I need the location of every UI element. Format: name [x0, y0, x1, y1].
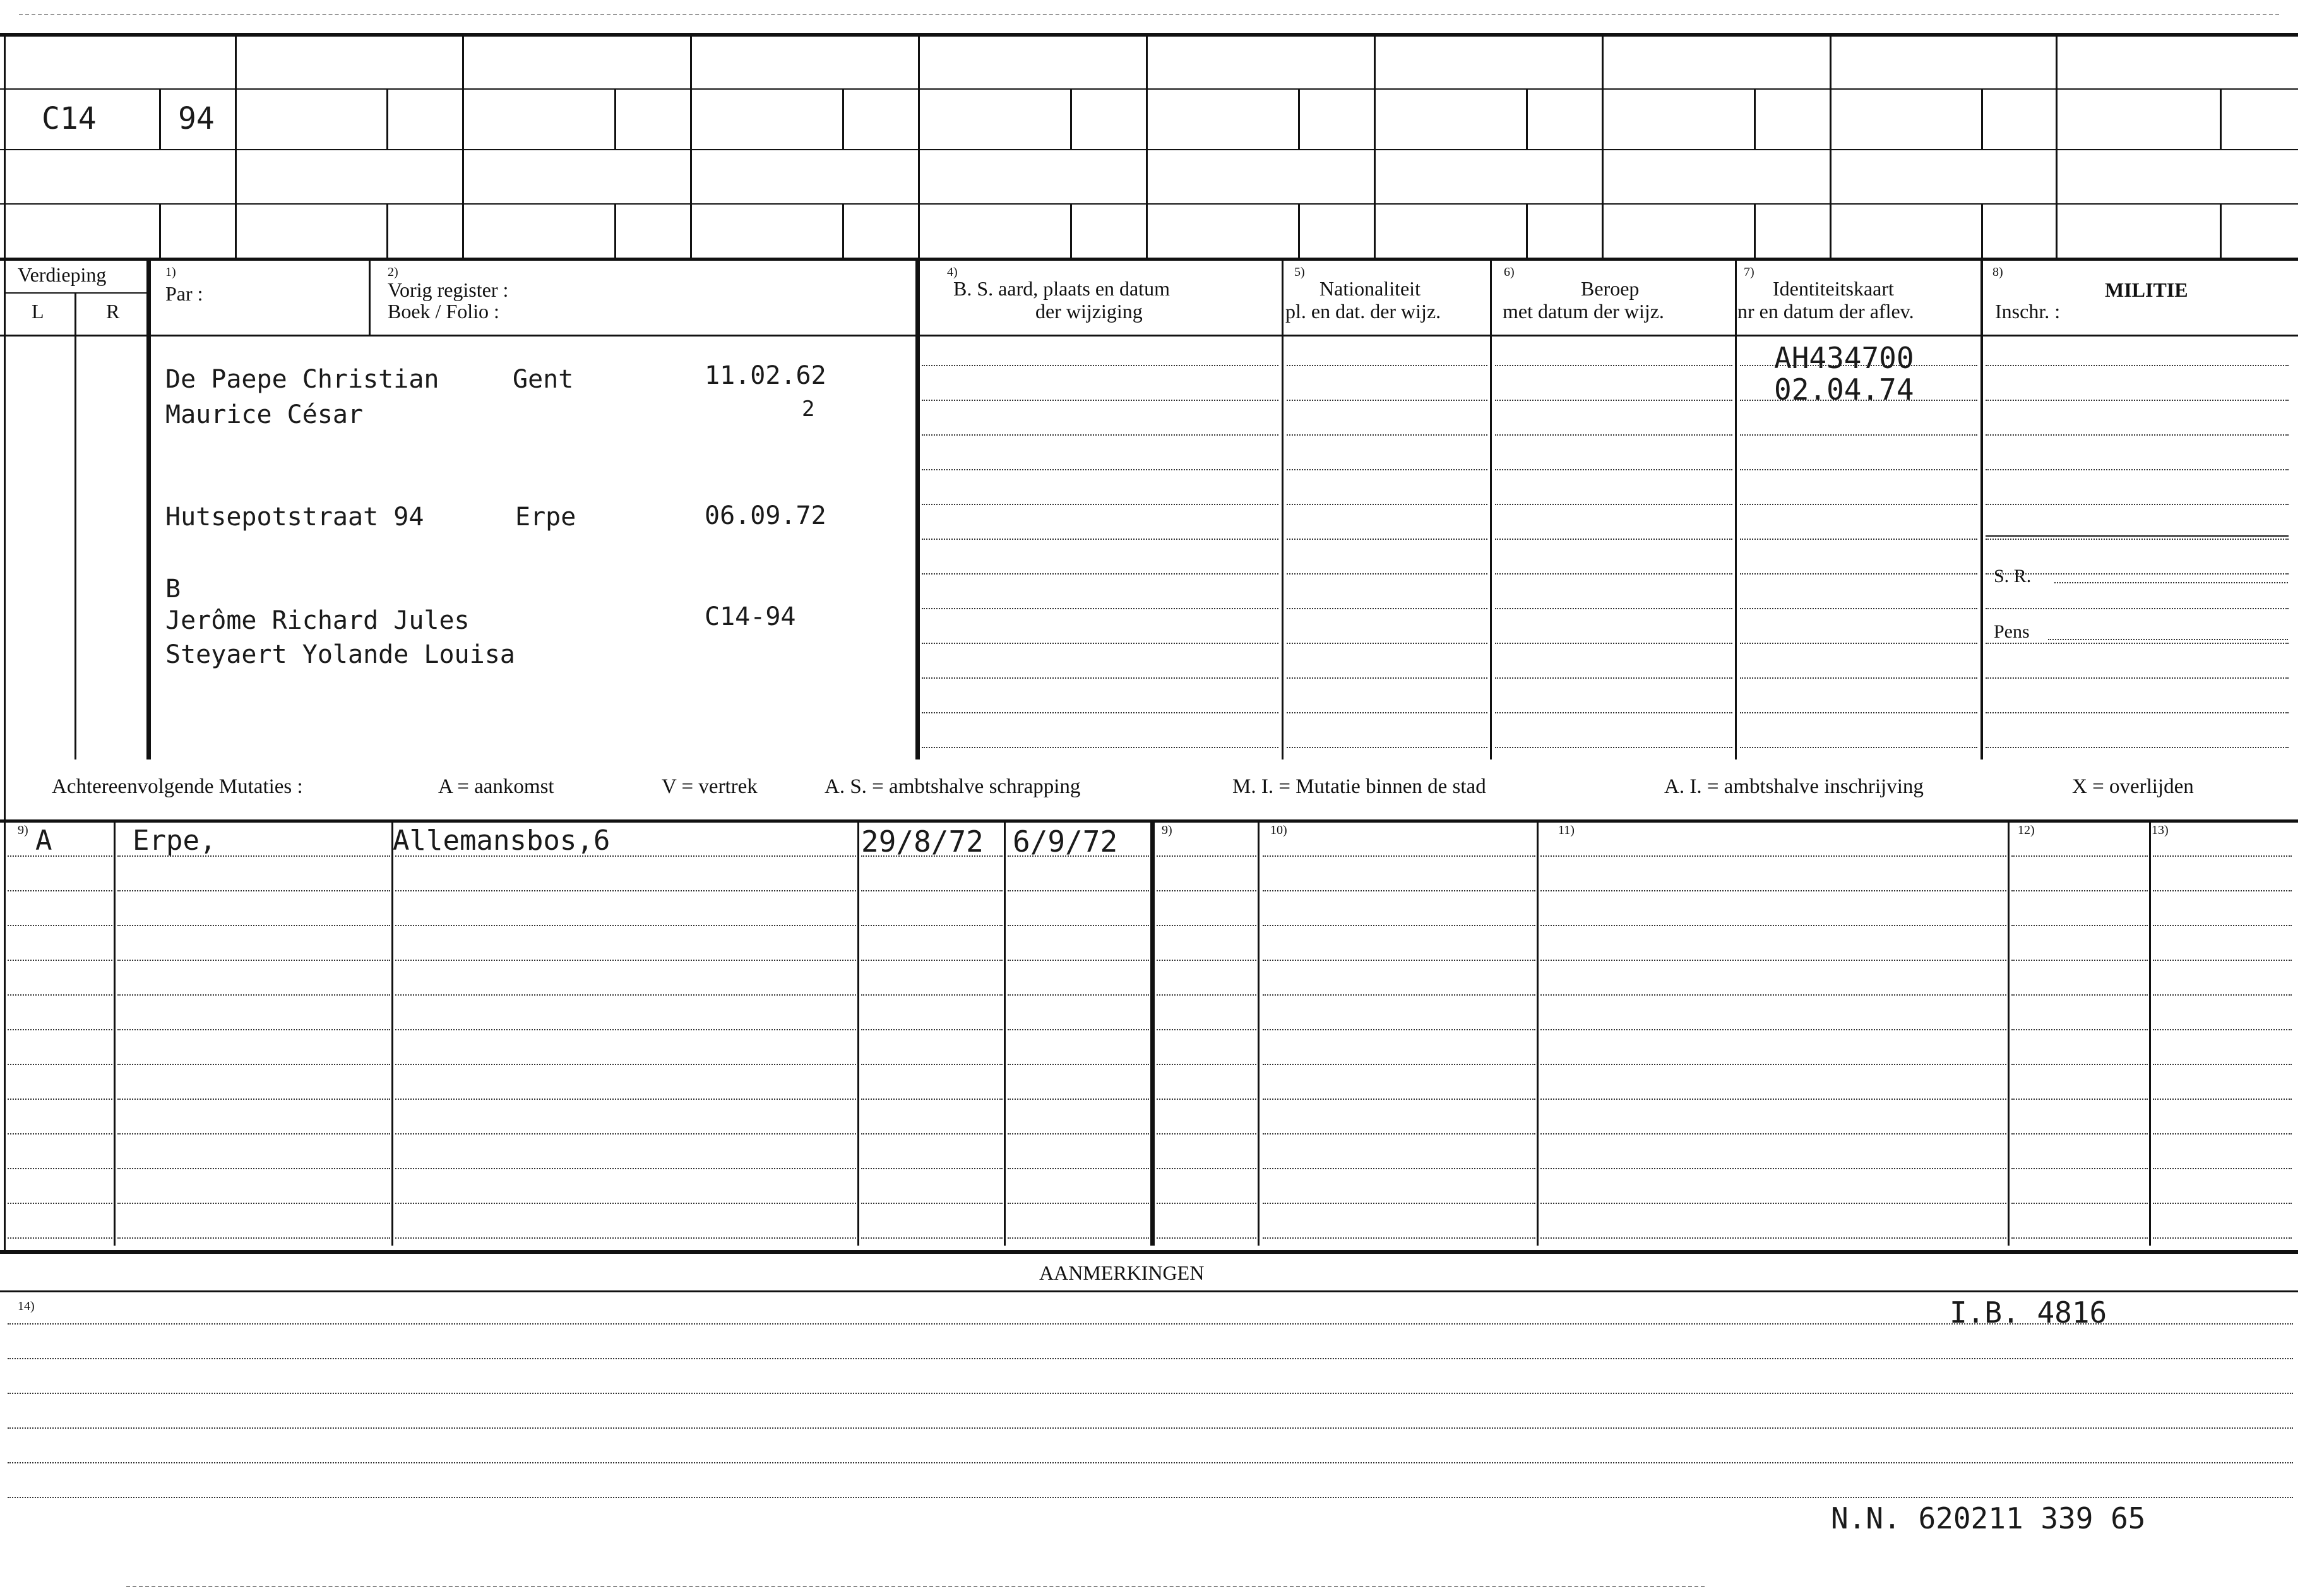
ruling-line — [1495, 434, 1732, 436]
ruling-line — [1495, 643, 1732, 644]
ruling-line — [8, 1462, 2293, 1463]
header-militie: MILITIE — [2105, 278, 2188, 301]
ruling-line — [1287, 573, 1487, 575]
ruling-line — [1740, 573, 1977, 575]
ruling-line — [1008, 960, 1149, 961]
mutation-address: Allemansbos,6 — [393, 825, 610, 857]
legend-mi: M. I. = Mutatie binnen de stad — [1232, 775, 1486, 798]
ruling-line — [8, 960, 112, 961]
ruling-line — [1263, 1064, 1535, 1065]
ruling-line — [117, 1133, 390, 1134]
address-date: 06.09.72 — [705, 501, 826, 530]
ruling-line — [1008, 1203, 1149, 1204]
ruling-line — [2153, 1099, 2292, 1100]
header-verdieping: Verdieping — [18, 263, 107, 286]
ruling-line — [117, 1168, 390, 1169]
ruling-line — [2153, 855, 2292, 857]
header-beroep-2: met datum der wijz. — [1503, 300, 1664, 323]
ruling-line — [1986, 677, 2289, 679]
ruling-line — [2011, 1237, 2148, 1239]
ruling-line — [1495, 677, 1732, 679]
ruling-line — [1540, 1133, 2006, 1134]
id-card-number: AH434700 — [1774, 341, 1914, 375]
ruling-line — [1540, 925, 2006, 926]
ruling-line — [395, 855, 856, 857]
ruling-line — [1157, 1168, 1256, 1169]
ruling-line — [2153, 960, 2292, 961]
ruling-line — [1287, 434, 1487, 436]
ruling-line — [1263, 1133, 1535, 1134]
ruling-line — [8, 1393, 2293, 1394]
ruling-line — [117, 994, 390, 996]
ruling-line — [8, 1064, 112, 1065]
ruling-line — [1540, 855, 2006, 857]
ruling-line — [1263, 1168, 1535, 1169]
ruling-line — [1986, 712, 2289, 713]
ruling-line — [1157, 1133, 1256, 1134]
ruling-line — [395, 1099, 856, 1100]
header-vorig-register: Vorig register : — [388, 278, 509, 301]
ruling-line — [2011, 1203, 2148, 1204]
ruling-line — [1986, 504, 2289, 505]
ruling-line — [1287, 747, 1487, 748]
ruling-line — [1986, 400, 2289, 401]
ruling-line — [861, 855, 1003, 857]
ruling-line — [2011, 1133, 2148, 1134]
ruling-line — [8, 1323, 2293, 1325]
ruling-line — [1287, 608, 1487, 609]
ruling-line — [1008, 1099, 1149, 1100]
ruling-line — [1986, 643, 2289, 644]
mut-num-12: 12) — [2018, 823, 2035, 837]
ruling-line — [861, 925, 1003, 926]
ruling-line — [117, 855, 390, 857]
ruling-line — [117, 890, 390, 891]
mutation-date-2: 6/9/72 — [1013, 825, 1118, 859]
ruling-line — [2011, 1099, 2148, 1100]
ruling-line — [1287, 469, 1487, 470]
ruling-line — [1008, 1029, 1149, 1030]
ruling-line — [922, 608, 1278, 609]
ruling-line — [2153, 1029, 2292, 1030]
header-num-4: 4) — [947, 265, 958, 279]
parent-2: Steyaert Yolande Louisa — [165, 640, 515, 669]
legend-as: A. S. = ambtshalve schrapping — [825, 775, 1081, 798]
ruling-line — [1263, 1203, 1535, 1204]
ruling-line — [1157, 1064, 1256, 1065]
ruling-line — [1263, 855, 1535, 857]
header-num-1: 1) — [165, 265, 176, 279]
ruling-line — [2153, 1133, 2292, 1134]
ruling-line — [1986, 434, 2289, 436]
ruling-line — [861, 1168, 1003, 1169]
ruling-line — [1540, 1099, 2006, 1100]
legend-x: X = overlijden — [2072, 775, 2194, 798]
ruling-line — [395, 890, 856, 891]
ruling-line — [1540, 1029, 2006, 1030]
ruling-line — [1008, 855, 1149, 857]
code-c14: C14 — [42, 101, 97, 136]
ruling-line — [395, 1237, 856, 1239]
mut-num-11: 11) — [1558, 823, 1575, 837]
header-num-7: 7) — [1744, 265, 1754, 279]
parent-1: Jerôme Richard Jules — [165, 606, 470, 635]
ruling-line — [861, 1029, 1003, 1030]
ruling-line — [395, 1168, 856, 1169]
header-identiteitskaart-2: nr en datum der aflev. — [1737, 300, 1914, 323]
ruling-line — [1287, 643, 1487, 644]
ruling-line — [1740, 608, 1977, 609]
ruling-line — [1263, 994, 1535, 996]
ruling-line — [8, 1358, 2293, 1359]
ruling-line — [117, 1237, 390, 1239]
header-bs-1: B. S. aard, plaats en datum — [953, 277, 1170, 300]
ruling-line — [861, 1237, 1003, 1239]
ruling-line — [2153, 925, 2292, 926]
ruling-line — [1287, 712, 1487, 713]
header-boek-folio: Boek / Folio : — [388, 300, 499, 323]
ruling-line — [1740, 504, 1977, 505]
ruling-line — [1495, 539, 1732, 540]
ruling-line — [922, 747, 1278, 748]
ruling-line — [117, 960, 390, 961]
ruling-line — [117, 1064, 390, 1065]
ruling-line — [1008, 1168, 1149, 1169]
ruling-line — [8, 1237, 112, 1239]
ruling-line — [1157, 960, 1256, 961]
ruling-line — [395, 1203, 856, 1204]
remarks-title: AANMERKINGEN — [1039, 1261, 1205, 1284]
ruling-line — [1008, 994, 1149, 996]
ruling-line — [922, 504, 1278, 505]
ruling-line — [8, 1168, 112, 1169]
ruling-line — [1986, 747, 2289, 748]
ruling-line — [2011, 1064, 2148, 1065]
mutation-place: Erpe, — [133, 825, 217, 857]
ruling-line — [1287, 400, 1487, 401]
ruling-line — [1740, 434, 1977, 436]
ruling-line — [861, 1133, 1003, 1134]
header-nationaliteit: Nationaliteit — [1319, 277, 1421, 300]
ruling-line — [922, 365, 1278, 366]
ruling-line — [2011, 960, 2148, 961]
ruling-line — [2011, 1168, 2148, 1169]
ruling-line — [1740, 712, 1977, 713]
remarks-ib: I.B. 4816 — [1950, 1295, 2107, 1330]
ruling-line — [8, 1497, 2293, 1498]
mut-num-13: 13) — [2152, 823, 2169, 837]
ruling-line — [1157, 890, 1256, 891]
ruling-line — [1157, 1099, 1256, 1100]
ruling-line — [1495, 747, 1732, 748]
header-identiteitskaart: Identiteitskaart — [1773, 277, 1894, 300]
legend-title: Achtereenvolgende Mutaties : — [52, 775, 303, 798]
ruling-line — [1540, 1064, 2006, 1065]
ruling-line — [8, 994, 112, 996]
ruling-line — [395, 960, 856, 961]
ruling-line — [117, 925, 390, 926]
ruling-line — [1495, 365, 1732, 366]
birth-place: Gent — [513, 365, 574, 394]
address: Hutsepotstraat 94 — [165, 503, 424, 532]
mut-num-9: 9) — [18, 823, 28, 837]
header-num-8: 8) — [1992, 265, 2003, 279]
ruling-line — [1157, 855, 1256, 857]
ruling-line — [1986, 365, 2289, 366]
legend-v: V = vertrek — [662, 775, 758, 798]
ruling-line — [395, 994, 856, 996]
ruling-line — [8, 1099, 112, 1100]
address-place: Erpe — [515, 503, 576, 532]
mutation-date-1: 29/8/72 — [861, 825, 984, 859]
ruling-line — [1540, 994, 2006, 996]
ruling-line — [1540, 1168, 2006, 1169]
ruling-line — [1540, 960, 2006, 961]
header-par: Par : — [165, 282, 203, 305]
ruling-line — [1740, 469, 1977, 470]
ruling-line — [2011, 1029, 2148, 1030]
ruling-line — [2011, 994, 2148, 996]
ruling-line — [117, 1029, 390, 1030]
birth-date: 11.02.62 — [705, 361, 826, 390]
ruling-line — [922, 677, 1278, 679]
ruling-line — [1495, 573, 1732, 575]
ruling-line — [1287, 365, 1487, 366]
header-r: R — [106, 300, 120, 323]
ruling-line — [1540, 1203, 2006, 1204]
ruling-line — [1740, 643, 1977, 644]
ruling-line — [922, 400, 1278, 401]
ruling-line — [1495, 469, 1732, 470]
ruling-line — [2153, 890, 2292, 891]
ruling-line — [8, 925, 112, 926]
person-given-names: Maurice César — [165, 400, 364, 429]
remarks-nn: N.N. 620211 339 65 — [1831, 1501, 2146, 1535]
ruling-line — [1008, 1133, 1149, 1134]
ruling-line — [1157, 994, 1256, 996]
ruling-line — [1495, 712, 1732, 713]
remarks-num-14: 14) — [18, 1299, 35, 1313]
header-nationaliteit-2: pl. en dat. der wijz. — [1285, 300, 1441, 323]
ruling-line — [861, 1099, 1003, 1100]
ruling-line — [1495, 400, 1732, 401]
legend-a: A = aankomst — [438, 775, 554, 798]
ruling-line — [922, 643, 1278, 644]
ruling-line — [1263, 925, 1535, 926]
person-name: De Paepe Christian — [165, 365, 439, 394]
ruling-line — [922, 712, 1278, 713]
ruling-line — [922, 573, 1278, 575]
ruling-line — [1008, 925, 1149, 926]
ruling-line — [8, 1427, 2293, 1429]
ruling-line — [1008, 890, 1149, 891]
ruling-line — [1986, 469, 2289, 470]
militie-pens: Pens — [1994, 621, 2030, 642]
ruling-line — [2153, 1064, 2292, 1065]
header-num-6: 6) — [1504, 265, 1515, 279]
ruling-line — [2153, 1237, 2292, 1239]
ruling-line — [1263, 1237, 1535, 1239]
code-94: 94 — [178, 101, 215, 136]
legend-ai: A. I. = ambtshalve inschrijving — [1664, 775, 1924, 798]
ruling-line — [922, 539, 1278, 540]
ruling-line — [1263, 1029, 1535, 1030]
ruling-line — [1008, 1237, 1149, 1239]
ruling-line — [2011, 890, 2148, 891]
ruling-line — [1157, 925, 1256, 926]
header-num-5: 5) — [1294, 265, 1305, 279]
ruling-line — [922, 469, 1278, 470]
ruling-line — [117, 1203, 390, 1204]
ruling-line — [1986, 608, 2289, 609]
ruling-line — [2153, 1203, 2292, 1204]
ruling-line — [8, 1203, 112, 1204]
ruling-line — [1287, 504, 1487, 505]
ruling-line — [1986, 539, 2289, 540]
header-inschr: Inschr. : — [1995, 300, 2061, 323]
mut-num-10: 10) — [1270, 823, 1287, 837]
id-card-date: 02.04.74 — [1774, 372, 1914, 407]
ruling-line — [1263, 1099, 1535, 1100]
header-beroep: Beroep — [1581, 277, 1640, 300]
letter-b: B — [165, 575, 181, 604]
ruling-line — [8, 890, 112, 891]
ruling-line — [1740, 677, 1977, 679]
header-bs-2: der wijziging — [1035, 300, 1143, 323]
ruling-line — [2153, 1168, 2292, 1169]
ruling-line — [1495, 504, 1732, 505]
ruling-line — [1495, 608, 1732, 609]
ruling-line — [861, 1203, 1003, 1204]
ruling-line — [1740, 539, 1977, 540]
ruling-line — [8, 855, 112, 857]
ruling-line — [1157, 1029, 1256, 1030]
ruling-line — [2011, 855, 2148, 857]
reg-number: C14-94 — [705, 602, 796, 631]
ruling-line — [1540, 890, 2006, 891]
mut-num-9b: 9) — [1162, 823, 1172, 837]
ruling-line — [1008, 1064, 1149, 1065]
militie-sr: S. R. — [1994, 566, 2032, 587]
ruling-line — [1540, 1237, 2006, 1239]
ruling-line — [1263, 890, 1535, 891]
ruling-line — [1740, 747, 1977, 748]
mutation-type: A — [35, 825, 52, 857]
ruling-line — [8, 1029, 112, 1030]
ruling-line — [2153, 994, 2292, 996]
ruling-line — [395, 925, 856, 926]
ruling-line — [861, 994, 1003, 996]
ruling-line — [395, 1029, 856, 1030]
ruling-line — [8, 1133, 112, 1134]
person-digit: 2 — [802, 396, 815, 422]
ruling-line — [395, 1064, 856, 1065]
ruling-line — [1157, 1237, 1256, 1239]
ruling-line — [861, 960, 1003, 961]
ruling-line — [922, 434, 1278, 436]
ruling-line — [1287, 677, 1487, 679]
ruling-line — [861, 1064, 1003, 1065]
header-l: L — [32, 300, 44, 323]
ruling-line — [117, 1099, 390, 1100]
ruling-line — [2011, 925, 2148, 926]
ruling-line — [1263, 960, 1535, 961]
ruling-line — [861, 890, 1003, 891]
ruling-line — [395, 1133, 856, 1134]
ruling-line — [1157, 1203, 1256, 1204]
header-num-2: 2) — [388, 265, 398, 279]
ruling-line — [1287, 539, 1487, 540]
